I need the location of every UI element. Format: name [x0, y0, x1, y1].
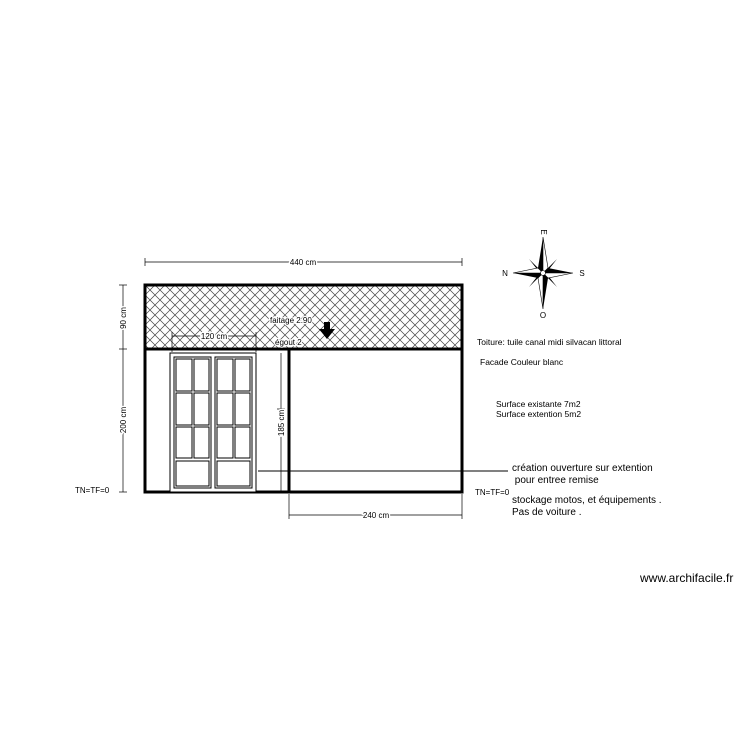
ground-level-right: TN=TF=0	[475, 488, 510, 497]
dim-185-label: 185 cm	[277, 409, 286, 437]
compass-o-label: O	[539, 311, 547, 320]
compass-e-label: E	[539, 229, 548, 235]
storage-note-line2: Pas de voiture .	[512, 507, 582, 518]
ground-level-left: TN=TF=0	[75, 486, 110, 495]
dimension-roof-height	[119, 285, 128, 349]
opening-note-line1: création ouverture sur extention	[512, 463, 653, 474]
dim-200-label: 200 cm	[119, 406, 128, 434]
compass-n-label: N	[502, 269, 508, 278]
eave-level-label: égout 2	[275, 338, 302, 347]
surface-extension-note: Surface extention 5m2	[496, 409, 582, 419]
dimension-wall-height	[119, 349, 128, 492]
dim-440-label: 440 cm	[289, 258, 317, 267]
compass-rose-icon	[502, 229, 585, 320]
compass-s-label: S	[579, 269, 585, 278]
dimension-top-width	[145, 258, 462, 267]
ridge-level-label: faitage 2.90	[270, 316, 312, 325]
storage-note-line1: stockage motos, et équipements .	[512, 495, 662, 506]
facade-note: Facade Couleur blanc	[480, 357, 564, 367]
surface-existing-note: Surface existante 7m2	[496, 399, 581, 409]
dim-90-label: 90 cm	[119, 307, 128, 329]
door	[170, 353, 256, 492]
dimension-extension-width	[289, 494, 462, 520]
watermark: www.archifacile.fr	[640, 571, 734, 585]
roof-note: Toiture: tuile canal midi silvacan littoral	[477, 337, 622, 347]
opening-note-line2: pour entree remise	[512, 475, 599, 486]
dim-120-label: 120 cm	[200, 332, 228, 341]
dim-240-label: 240 cm	[362, 511, 390, 520]
